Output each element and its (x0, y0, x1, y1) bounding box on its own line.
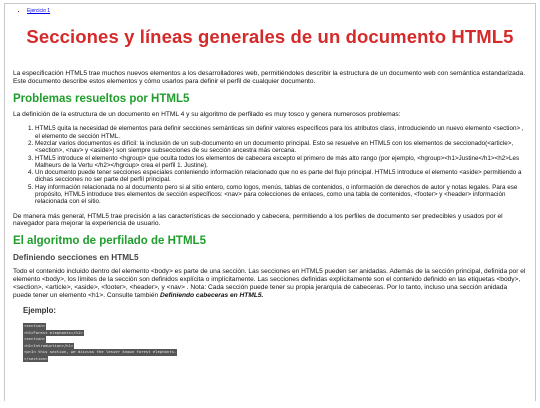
problems-list (13, 125, 527, 205)
problem-item: 2. Mezclar varios documentos es difícil: la inclusión de un sub-documento en un documento principal. Esto se resuelve en HTML5 con los elementos de seccionado(<article>, <section>, <nav> y <aside>) son siempre subsecciones de su sección ancestra más cercana. (35, 140, 527, 155)
code-line: <section> (24, 336, 46, 342)
top-nav (13, 8, 527, 14)
code-line: </section> (24, 355, 48, 361)
headings-reference: Definiendo cabeceras en HTML5. (160, 291, 264, 299)
problem-item: 1. HTML5 quita la necesidad de elementos para definir secciones semánticas sin definir valores específicos para los atributos class, introduciendo un nuevo elemento <section> , el elemento de sección HTML. (35, 125, 527, 140)
intro-paragraph: La especificación HTML5 trae muchos nuevos elementos a los desarrolladores web, permitiéndoles describir la estructura de un documento web con semántica estandarizada. Este documento describe estos elementos y cómo usarlos para definir el perfil de cualquier documento. (13, 70, 526, 85)
code-line: <h1>Introduction</h1> (24, 342, 74, 348)
document-content (5, 4, 535, 362)
code-line: <p>In this section, we discuss the lesser known forest elephants. (24, 349, 177, 355)
problems-lead: La definición de la estructura de un documento en HTML 4 y su algoritmo de perfilado es muy tosco y genera numerosos problemas: (13, 110, 401, 118)
page-title: Secciones y líneas generales de un documento HTML5 (26, 26, 514, 47)
code-line: <h1>Forest elephants</h1> (24, 329, 83, 335)
code-sample (23, 323, 527, 362)
example-block (13, 306, 527, 362)
problems-closing: De manera más general, HTML5 trae precisión a las características de seccionado y cabecera, permitiendo a los perfiles de documento ser predecibles y usados por el navegador para mejorar la experiencia de usuario. (13, 212, 503, 228)
section-heading-problems: Problemas resueltos por HTML5 (13, 92, 190, 105)
problem-item: 5. Hay información relacionada no al documento pero si al sitio entero, como logos, menús, tablas de contenidos, o información de derechos de autor y notas legales. Para ese propósito, HTML5 introduce tres elementos de sección específicos: <nav> para colecciones de enlaces, como una tabla de contenidos, <footer> y <header> información relacionada con el sitio. (35, 184, 527, 206)
code-line: <section> (24, 323, 46, 329)
problem-item: 3. HTML5 introduce el elemento <hgroup> que oculta todos los elementos de cabecera excepto el primero de más alto rango (por ejemplo, <hgroup><h1>Justine</h1><h2>Les Malheurs de la Vertu </h2></hgroup> crea el perfil 1. Justine). (35, 155, 527, 170)
subheading-defining-sections: Definiendo secciones en HTML5 (13, 253, 139, 263)
section-heading-algorithm: El algoritmo de perfilado de HTML5 (13, 235, 206, 248)
algorithm-paragraph (13, 268, 527, 299)
algorithm-paragraph-text: Todo el contenido incluido dentro del elemento <body> es parte de una sección. Las secciones en HTML5 pueden ser anidadas. Además de la sección principal, definida por el elemento <body>, los límites de la sección son definidos explícita o implícitamente. Las secciones definidas explícitamente son el contenido definido en las etiquetas <body>, <section>, <article>, <aside>, <footer>, <header>, y <nav> . Nota: Cada sección puede tener su propia jerarquía de cabeceras. Por lo tanto, incluso una sección anidada puede tener un elemento <h1>. Consulte también (13, 268, 526, 299)
example-label: Ejemplo: (23, 306, 56, 316)
nav-item (27, 8, 527, 14)
problem-item: 4. Un documento puede tener secciones especiales conteniendo información relacionado que no es parte del flujo principal. HTML5 introduce el elemento <aside> permitiendo a dichas secciones no ser parte del perfil principal. (35, 169, 527, 184)
document-page (4, 3, 536, 401)
nav-link-ejercicio[interactable]: Ejercicio 1 (27, 8, 51, 14)
